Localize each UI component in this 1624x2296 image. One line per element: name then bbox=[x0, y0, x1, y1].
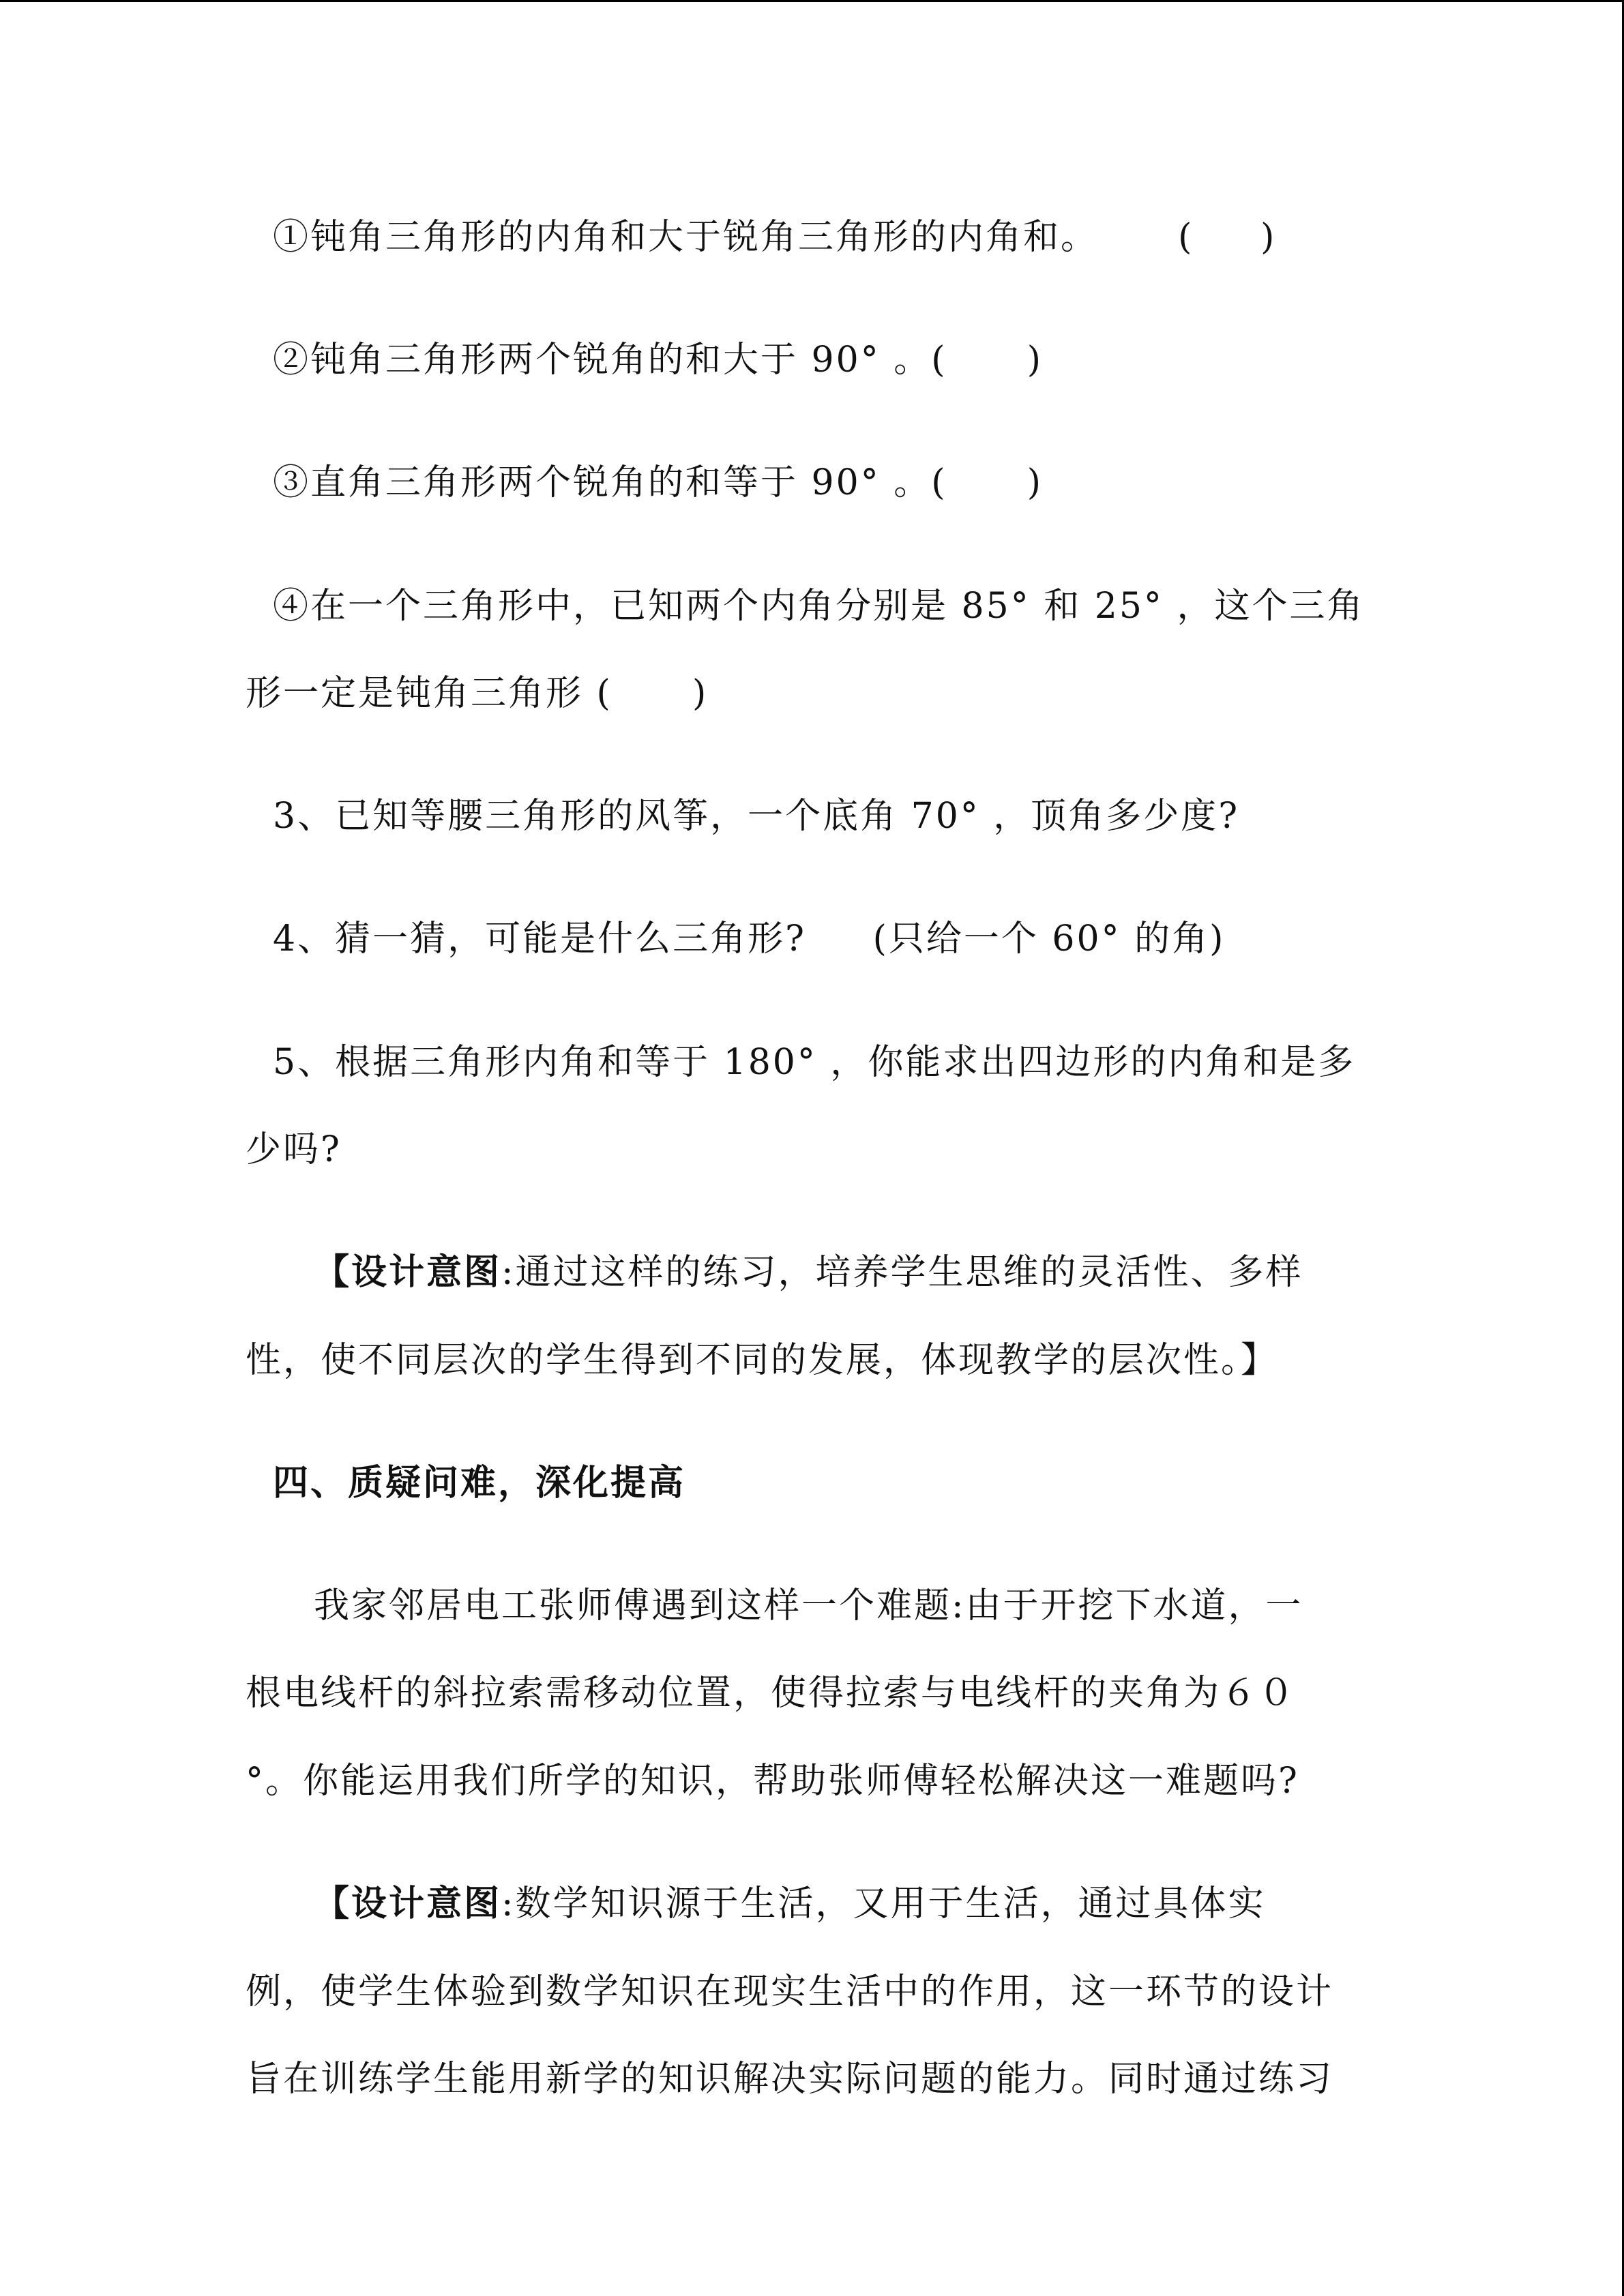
design-intent-1-line-2: 性，使不同层次的学生得到不同的发展，体现教学的层次性。】 bbox=[246, 1340, 1279, 1381]
question-3: 3、已知等腰三角形的风筝，一个底角 70° ，顶角多少度? bbox=[273, 796, 1240, 837]
design-intent-label: 【设计意图 bbox=[314, 1883, 502, 1924]
story-paragraph-line-3: °。你能运用我们所学的知识，帮助张师傅轻松解决这一难题吗? bbox=[246, 1761, 1299, 1802]
exercise-item-4-line-1: ④在一个三角形中，已知两个内角分别是 85° 和 25° ，这个三角 bbox=[273, 586, 1365, 627]
question-5-line-1: 5、根据三角形内角和等于 180° ，你能求出四边形的内角和是多 bbox=[273, 1042, 1356, 1083]
story-paragraph-line-2: 根电线杆的斜拉索需移动位置，使得拉索与电线杆的夹角为６０ bbox=[246, 1673, 1297, 1714]
design-intent-2-line-1 bbox=[314, 1882, 1266, 1926]
question-4: 4、猜一猜，可能是什么三角形? (只给一个 60° 的角) bbox=[273, 919, 1226, 959]
question-5-line-2: 少吗? bbox=[246, 1129, 342, 1170]
exercise-item-1: ①钝角三角形的内角和大于锐角三角形的内角和。 ( ) bbox=[273, 217, 1277, 258]
design-intent-2-line-3: 旨在训练学生能用新学的知识解决实际问题的能力。同时通过练习 bbox=[246, 2059, 1334, 2100]
design-intent-text: :通过这样的练习，培养学生思维的灵活性、多样 bbox=[501, 1252, 1303, 1293]
section-heading-4: 四、质疑问难，深化提高 bbox=[273, 1462, 686, 1504]
design-intent-2-line-2: 例，使学生体验到数学知识在现实生活中的作用，这一环节的设计 bbox=[246, 1971, 1334, 2012]
story-paragraph-line-1: 我家邻居电工张师傅遇到这样一个难题:由于开挖下水道，一 bbox=[314, 1585, 1303, 1626]
exercise-item-2: ②钝角三角形两个锐角的和大于 90° 。( ) bbox=[273, 340, 1043, 381]
exercise-item-3: ③直角三角形两个锐角的和等于 90° 。( ) bbox=[273, 462, 1043, 503]
design-intent-label: 【设计意图 bbox=[314, 1251, 502, 1293]
design-intent-1-line-1 bbox=[314, 1251, 1303, 1294]
exercise-item-4-line-2: 形一定是钝角三角形 ( ) bbox=[246, 673, 709, 714]
design-intent-text: :数学知识源于生活，又用于生活，通过具体实 bbox=[501, 1883, 1266, 1924]
